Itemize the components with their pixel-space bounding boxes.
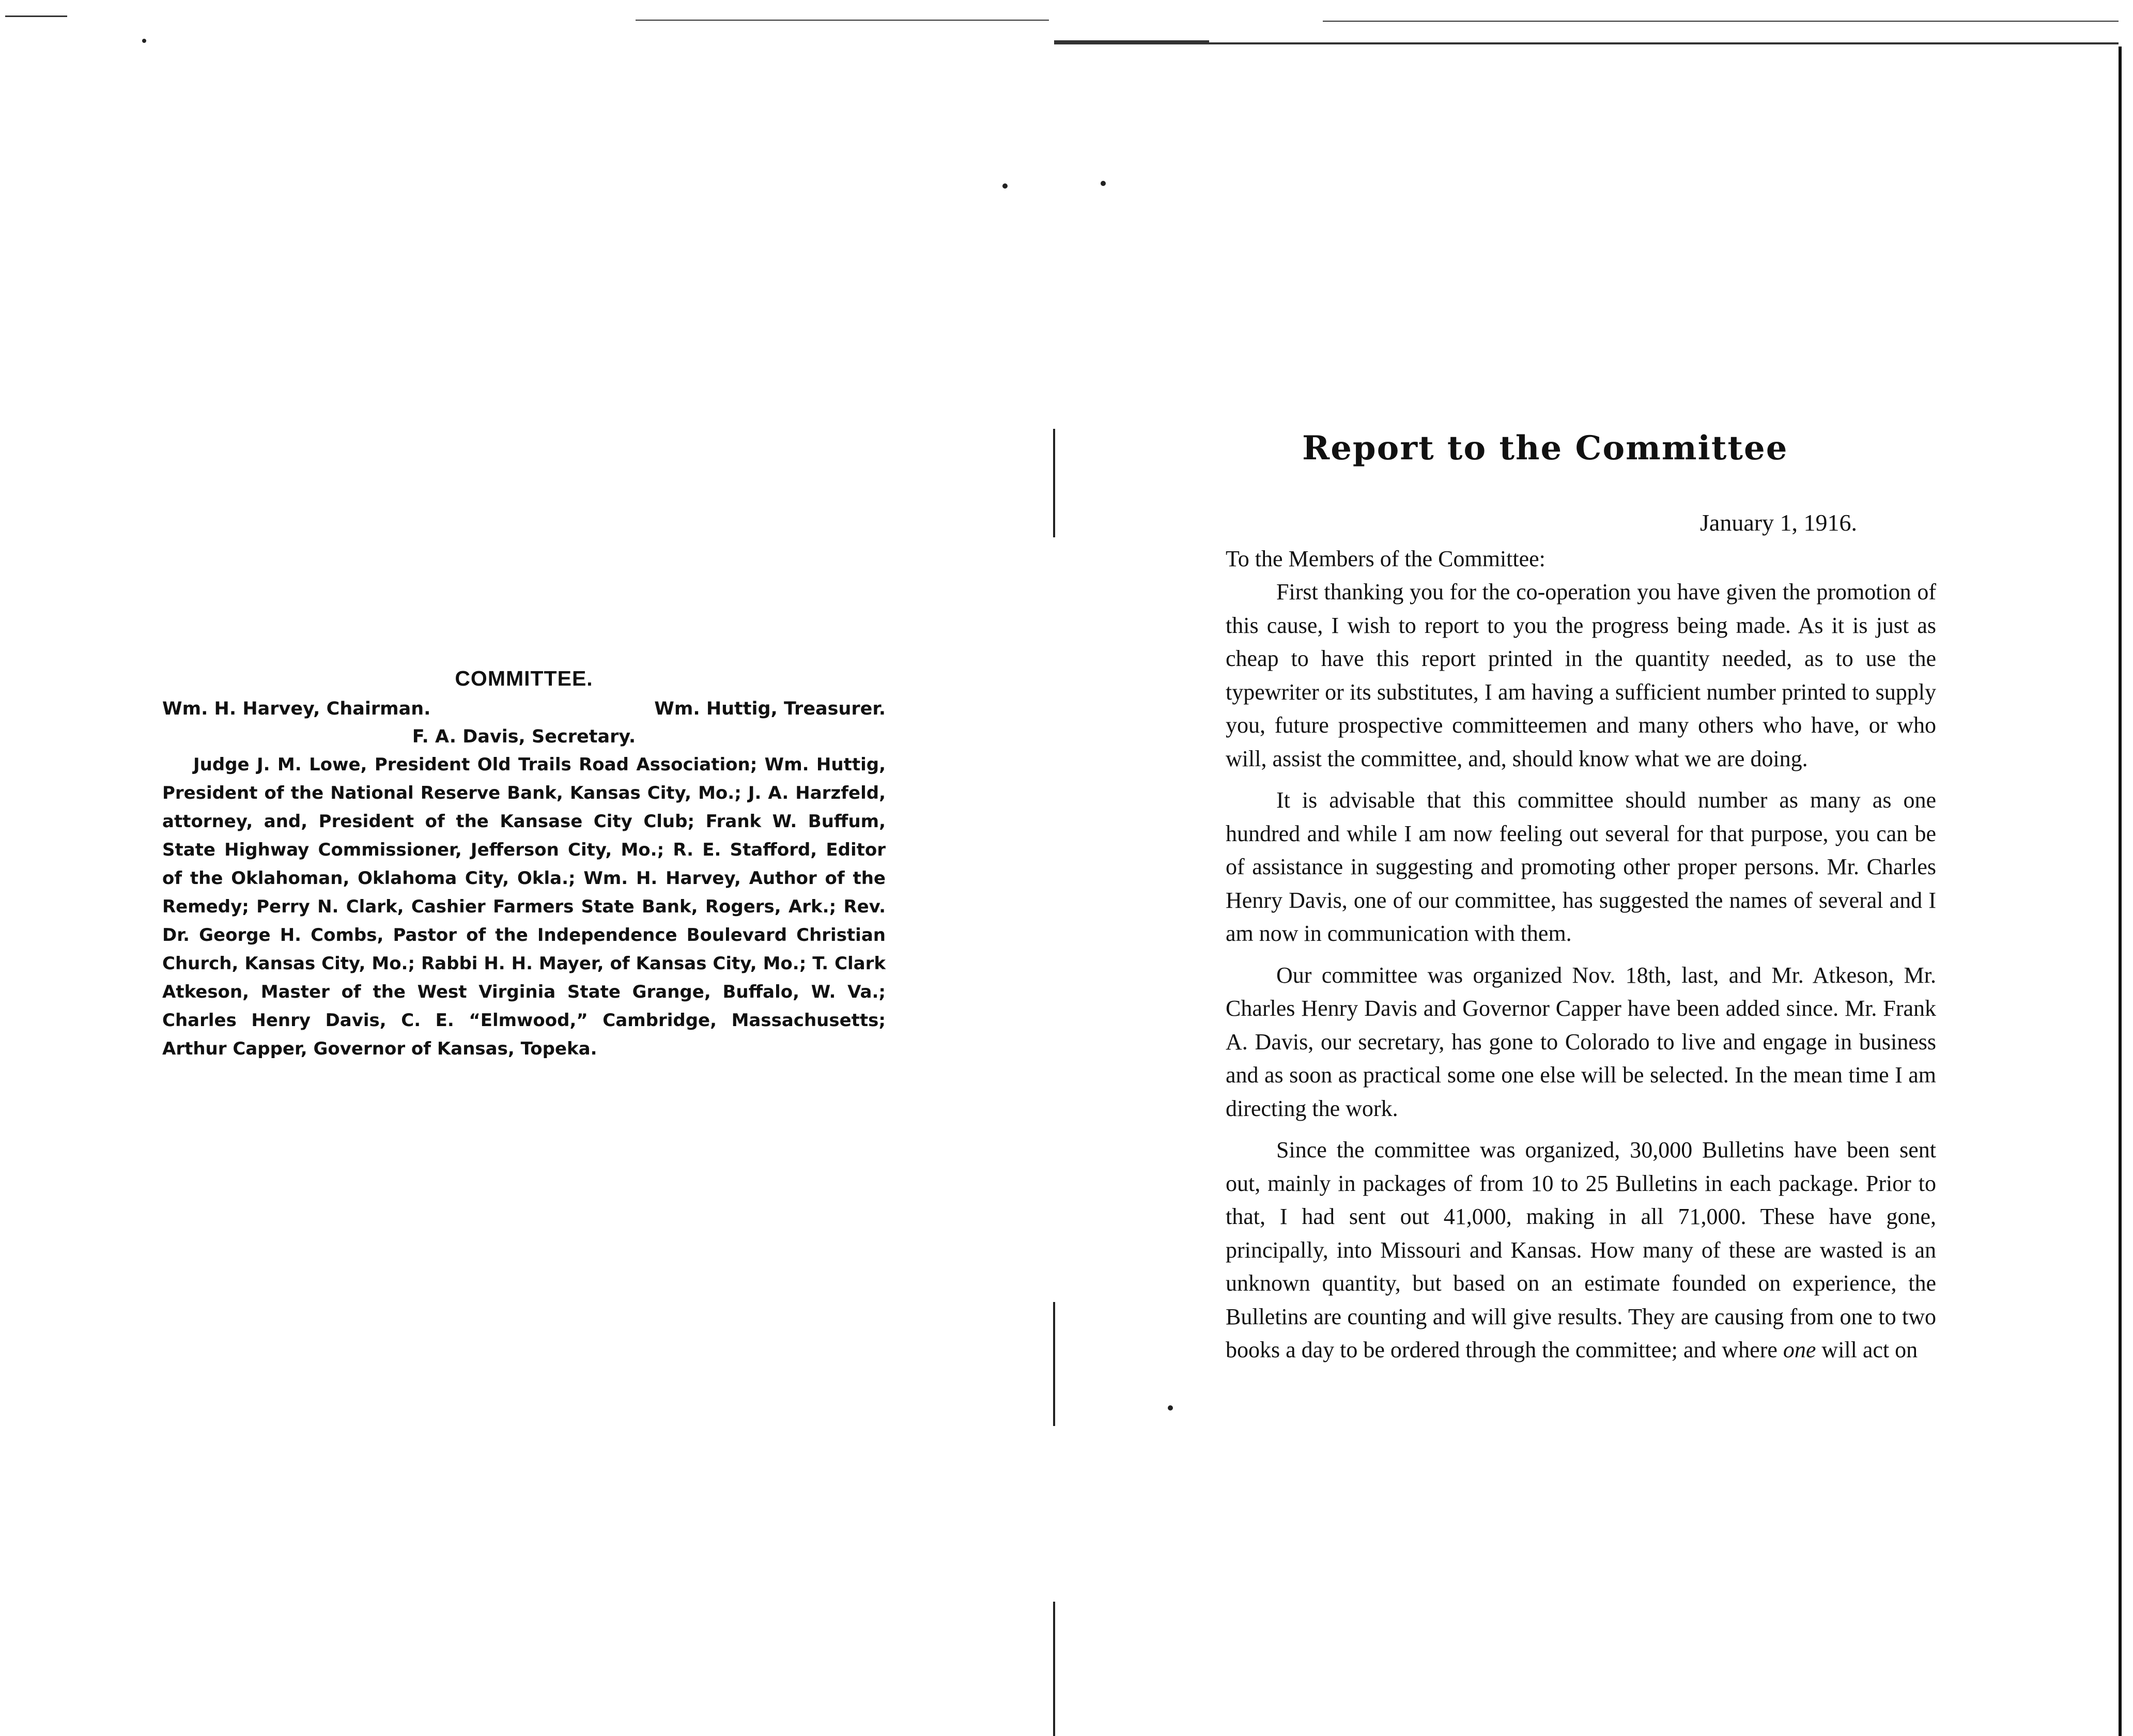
report-paragraph-4 — [1226, 1134, 1936, 1367]
gutter-line-middle — [1053, 1302, 1055, 1426]
committee-section — [162, 667, 886, 1063]
officers-row — [162, 695, 886, 723]
salutation: To the Members of the Committee: — [1226, 546, 1545, 571]
gutter-line-top — [1053, 429, 1055, 537]
report-date: January 1, 1916. — [1700, 509, 1858, 536]
report-paragraph-4-tail: will act on — [1816, 1337, 1918, 1362]
report-paragraph-2: It is advisable that this committee should number as many as one hundred and while I am now feeling out several for that purpose, you can be of assistance in suggesting and promoting other proper persons. Mr. Charles Henry Davis, one of our committee, has suggested the names of several and I am now in communication with them. — [1226, 787, 1936, 946]
speck — [1168, 1405, 1173, 1411]
emphasized-word: one — [1783, 1337, 1816, 1362]
chairman-line: Wm. H. Harvey, Chairman. — [162, 699, 431, 719]
secretary-line: F. A. Davis, Secretary. — [412, 726, 636, 747]
committee-members-list: Judge J. M. Lowe, President Old Trails Road Association; Wm. Huttig, President of the National Reserve Bank, Kansas City, Mo.; J. A. Harzfeld, attorney, and, President of the Kansase City Club; Frank W. Buffum, State Highway Commissioner, Jefferson City, Mo.; R. E. Stafford, Editor of the Oklahoman, Oklahoma City, Okla.; Wm. H. Harvey, Author of the Remedy; Perry N. Clark, Cashier Farmers State Bank, Rogers, Ark.; Rev. Dr. George H. Combs, Pastor of the Independence Boulevard Christian Church, Kansas City, Mo.; Rabbi H. H. Mayer, of Kansas City, Mo.; T. Clark Atkeson, Master of the West Virginia State Grange, Buffalo, W. Va.; Charles Henry Davis, C. E. “Elmwood,” Cambridge, Massachusetts; Arthur Capper, Governor of Kansas, Topeka. — [162, 754, 886, 1059]
report-body — [1226, 542, 1936, 1367]
top-rule-left-a — [5, 16, 67, 17]
report-paragraph-4-text: Since the committee was organized, 30,000 Bulletins have been sent out, mainly in packages of from 10 to 25 Bulletins in each package. Prior to that, I had sent out 41,000, making in all 71,000. These have gone, principally, into Missouri and Kansas. How many of these are wasted is an unknown quantity, but based on an estimate founded on experience, the Bulletins are counting and will give results. They are causing from one to two books a day to be ordered through the committee; and where — [1226, 1137, 1936, 1362]
speck — [1101, 181, 1106, 186]
report-paragraph-1: First thanking you for the co-operation you have given the promotion of this cause, I wish to report to you the progress being made. As it is just as cheap to have this report printed in the quantity needed, as to use the typewriter or its substitutes, I am having a sufficient number printed to supply you, future prospective committeemen and many others who have, or who will, assist the committee, and, should know what we are doing. — [1226, 579, 1936, 771]
top-rule-right-c — [1323, 21, 2119, 22]
gutter-line-bottom — [1053, 1602, 1055, 1736]
report-paragraph-3: Our committee was organized Nov. 18th, last, and Mr. Atkeson, Mr. Charles Henry Davis and Governor Capper have been added since. Mr. Frank A. Davis, our secretary, has gone to Colorado to live and engage in business and as soon as practical some one else will be selected. In the mean time I am directing the work. — [1226, 962, 1936, 1121]
speck — [1002, 183, 1008, 189]
treasurer-line: Wm. Huttig, Treasurer. — [654, 699, 886, 719]
report-title: Report to the Committee — [1302, 429, 1788, 468]
top-rule-right-b — [1054, 42, 2119, 44]
page-right-edge — [2119, 47, 2122, 1736]
top-rule-left-b — [636, 20, 1049, 21]
committee-heading: COMMITTEE. — [455, 667, 593, 690]
speck — [142, 39, 146, 43]
